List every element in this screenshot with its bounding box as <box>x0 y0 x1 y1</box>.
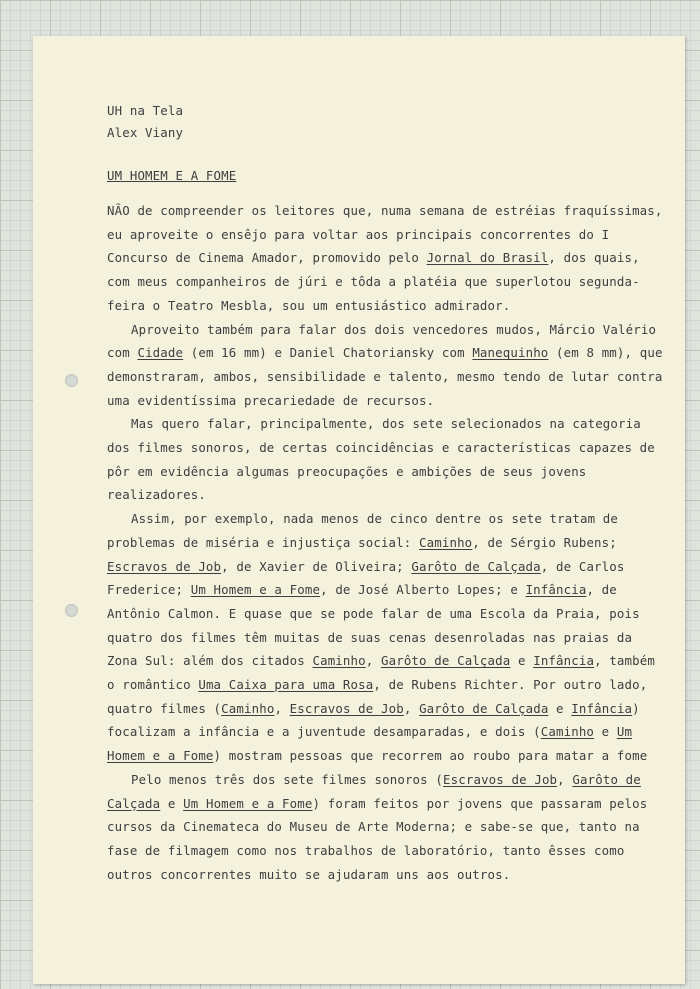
text-run: , de Carlos Frederice; <box>107 558 625 598</box>
text-run: Pelo menos três dos sete filmes sonoros ( <box>131 771 444 787</box>
text-run: Aproveito também para falar dos dois vencedores mudos, Márcio Valério com <box>107 321 657 361</box>
typewritten-page <box>33 36 685 984</box>
paragraph <box>107 199 667 318</box>
paragraph <box>107 412 667 507</box>
text-run: Assim, por exemplo, nada menos de cinco dentre os sete tratam de problemas de miséria e injustiça social: <box>107 511 619 550</box>
underlined-title: Um Homem e a Fome <box>183 795 313 811</box>
text-run: e <box>548 700 572 716</box>
text-run: e <box>160 795 184 811</box>
paragraph <box>107 768 667 887</box>
text-run: e <box>510 653 534 669</box>
text-run: , <box>557 771 573 787</box>
page-content <box>107 100 667 886</box>
underlined-title: Garôto de Calçada <box>411 558 541 574</box>
text-run: (em 8 mm), que demonstraram, ambos, sensibilidade e talento, mesmo tendo de lutar contra uma evidentíssima precariedade de recursos. <box>107 345 663 408</box>
underlined-title: Garôto de Calçada <box>380 653 511 669</box>
underlined-title: Garôto de Calçada <box>419 700 549 716</box>
underlined-title: Infância <box>571 700 633 716</box>
text-run: , <box>274 700 290 716</box>
text-run: , de Sérgio Rubens; <box>472 534 617 550</box>
text-run: NÃO de compreender os leitores que, numa semana de estréias fraquíssimas, eu aproveite o ensêjo para voltar aos principais concorrentes do I Concurso de Cinema Amador, promovido pelo <box>107 203 663 266</box>
punch-hole <box>65 604 78 617</box>
underlined-title: Escravos de Job <box>443 771 558 787</box>
underlined-title: Caminho <box>221 700 275 716</box>
text-run: , <box>365 653 381 669</box>
underlined-title: Cidade <box>137 345 184 361</box>
punch-hole <box>65 374 78 387</box>
text-run: , dos quais, com meus companheiros de júri e tôda a platéia que superlotou segunda-feira o Teatro Mesbla, sou um entusiástico admirador. <box>107 250 640 313</box>
underlined-title: Manequinho <box>472 345 549 361</box>
text-run: Mas quero falar, principalmente, dos sete selecionados na categoria dos filmes sonoros, de certas coincidências e características capazes de pôr em evidência algumas preocupações e ambições de seus jovens realizadores. <box>107 416 655 503</box>
text-run: , de Rubens Richter. Por outro lado, quatro filmes ( <box>107 677 648 716</box>
article-body <box>107 199 667 886</box>
underlined-title: Jornal do Brasil <box>426 250 549 266</box>
underlined-title: Escravos de Job <box>289 700 404 716</box>
text-run: ) foram feitos por jovens que passaram pelos cursos da Cinemateca do Museu de Arte Moderna; e sabe-se que, tanto na fase de filmagem como nos trabalhos de laboratório, tanto êsses como outros concorrentes muito se ajudaram uns aos outros. <box>107 795 648 882</box>
underlined-title: Caminho <box>312 653 366 669</box>
underlined-title: Escravos de Job <box>107 558 222 574</box>
underlined-title: Garôto de Calçada <box>107 771 641 811</box>
column-name: UH na Tela <box>107 103 184 118</box>
text-run: , de Antônio Calmon. E quase que se pode falar de uma Escola da Praia, pois quatro dos filmes têm muitas de suas cenas desenroladas nas praias da Zona Sul: além dos citados <box>107 582 640 669</box>
underlined-title: Caminho <box>540 724 595 740</box>
text-run: , também o romântico <box>107 653 655 693</box>
paragraph <box>107 507 667 768</box>
underlined-title: Um Homem e a Fome <box>107 724 633 764</box>
text-run: ) mostram pessoas que recorrem ao roubo para matar a fome <box>213 748 648 764</box>
author-name: Alex Viany <box>107 125 184 140</box>
underlined-title: Caminho <box>419 534 473 550</box>
text-run: ) focalizam a infância e a juventude desamparadas, e dois ( <box>107 700 640 740</box>
underlined-title: Um Homem e a Fome <box>190 582 321 598</box>
article-title: UM HOMEM E A FOME <box>107 168 237 183</box>
underlined-title: Infância <box>533 653 595 669</box>
text-run: , de Xavier de Oliveira; <box>221 558 412 574</box>
underlined-title: Infância <box>525 582 587 598</box>
text-run: , <box>403 700 420 716</box>
paragraph <box>107 318 667 413</box>
text-run: e <box>594 724 617 740</box>
underlined-title: Uma Caixa para uma Rosa <box>198 677 374 693</box>
text-run: , de José Alberto Lopes; e <box>320 582 526 598</box>
text-run: (em 16 mm) e Daniel Chatoriansky com <box>183 345 473 361</box>
